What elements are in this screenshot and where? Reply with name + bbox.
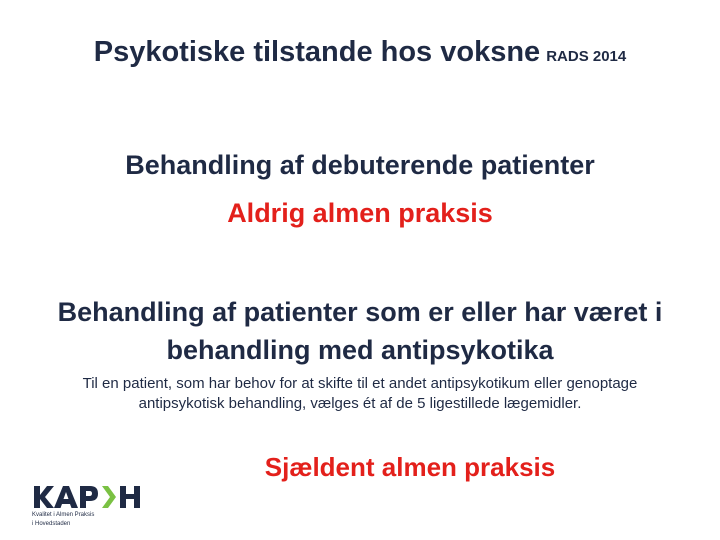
slide-title bbox=[0, 36, 720, 69]
section2-heading: Behandling af patienter som er eller har været i behandling med antipsykotika bbox=[57, 297, 663, 365]
kaph-logo-mark bbox=[32, 484, 144, 510]
logo-tagline-1: Kvalitet i Almen Praksis bbox=[32, 512, 95, 518]
kaph-logo bbox=[32, 484, 152, 538]
section1-status: Aldrig almen praksis bbox=[227, 198, 493, 228]
section2-note: Til en patient, som har behov for at skifte til et andet antipsykotikum eller genoptage antipsykotisk behandling, vælges ét af de 5 ligestillede lægemidler. bbox=[82, 375, 638, 412]
section2-status: Sjældent almen praksis bbox=[264, 452, 556, 482]
logo-tagline-2: i Hovedstaden bbox=[32, 521, 71, 527]
title-main: Psykotiske tilstande hos voksne bbox=[93, 36, 541, 68]
title-sub: RADS 2014 bbox=[546, 48, 627, 65]
section1-heading: Behandling af debuterende patienter bbox=[125, 150, 595, 180]
